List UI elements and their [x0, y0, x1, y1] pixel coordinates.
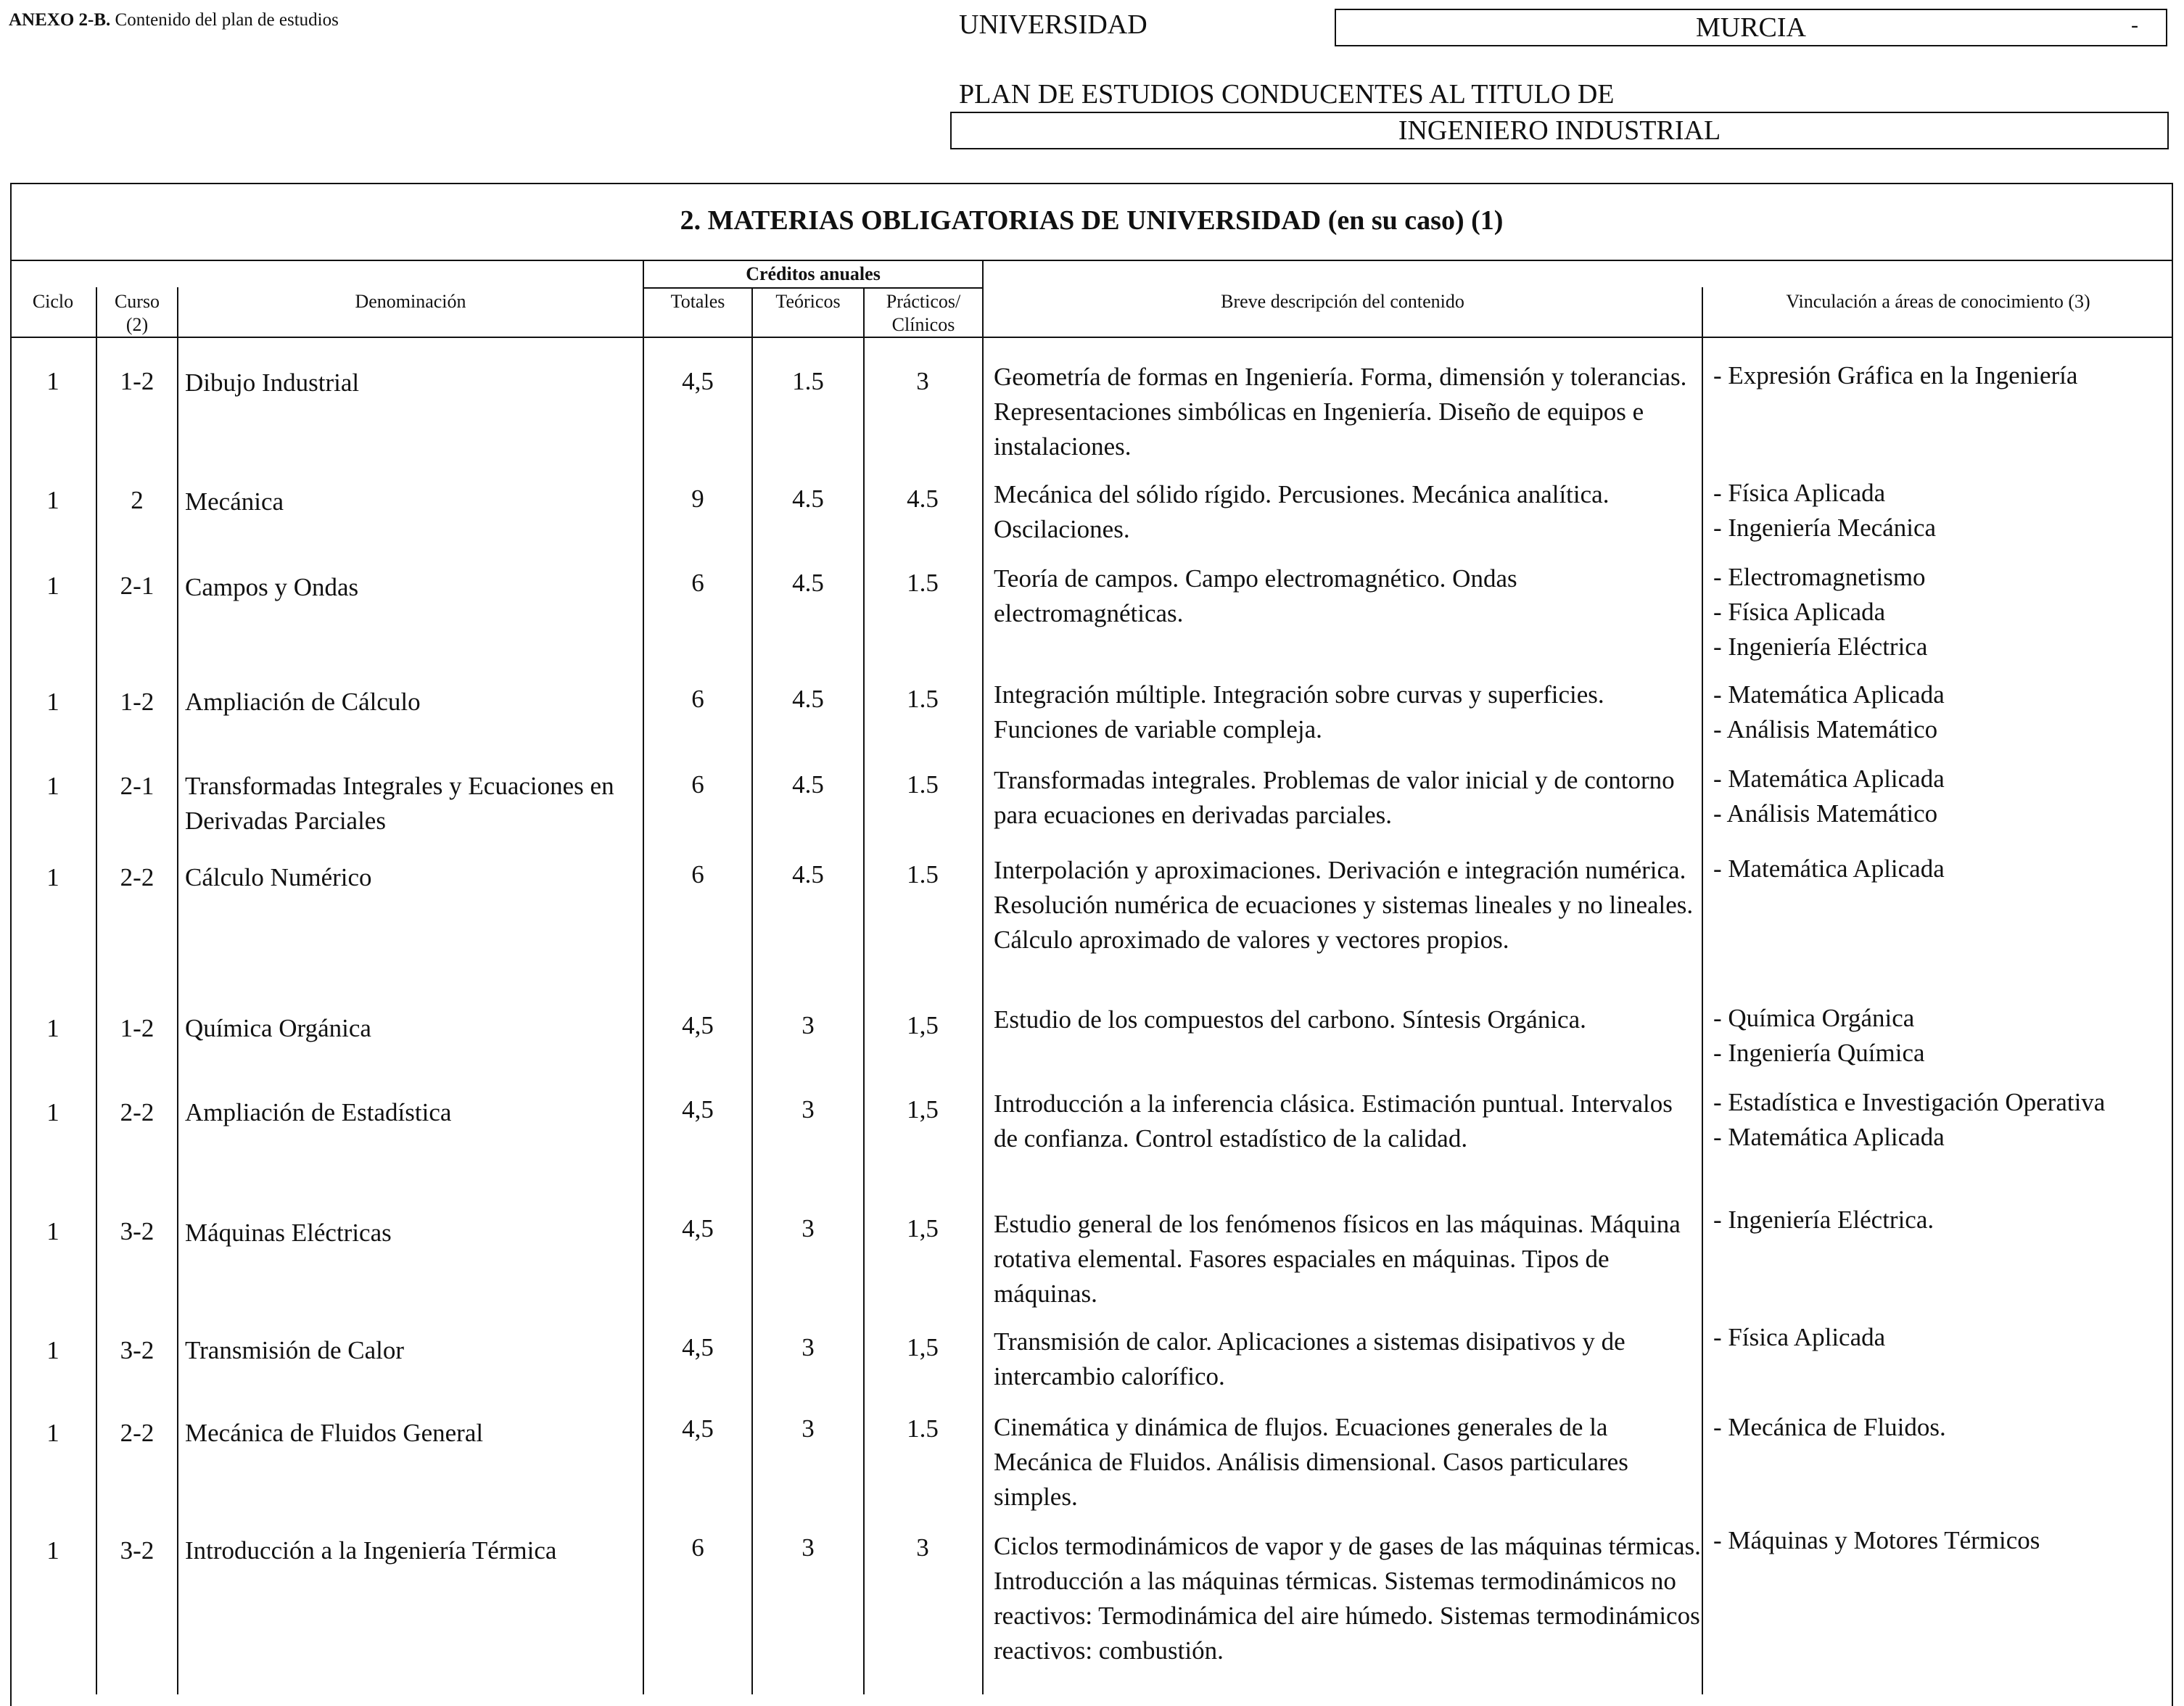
description-cell: Ciclos termodinámicos de vapor y de gases de las máquinas térmicas. Introducción a las máquinas térmicas. Sistemas termodinámicos no reactivos: Termodinámica del aire húmedo. Sistemas termodinámicos reactivos: combustión.	[994, 1532, 1701, 1665]
curso-cell: 2	[131, 486, 144, 514]
ciclo-cell: 1	[46, 572, 59, 600]
ciclo-cell: 1	[46, 1014, 59, 1042]
ciclo-cell: 1	[46, 772, 59, 800]
subject-name: Transformadas Integrales y Ecuaciones en Derivadas Parciales	[185, 772, 614, 835]
area-item: - Mecánica de Fluidos.	[1713, 1413, 1946, 1441]
ciclo-cell: 1	[46, 688, 59, 716]
ciclo-cell: 1	[46, 367, 59, 395]
teoricos-cell: 3	[802, 1011, 815, 1039]
areas-cell	[1713, 852, 2163, 886]
practicos-cell: 1,5	[907, 1214, 939, 1243]
description-cell: Interpolación y aproximaciones. Derivación e integración numérica. Resolución numérica de ecuaciones y sistemas lineales y no lineales. Cálculo aproximado de valores y vectores propios.	[994, 856, 1694, 954]
totales-cell: 4,5	[682, 1414, 714, 1443]
teoricos-header: Teóricos	[775, 291, 841, 312]
teoricos-cell: 3	[802, 1414, 815, 1443]
curso-cell: 3-2	[120, 1536, 154, 1565]
annex-label: ANEXO 2-B. Contenido del plan de estudios	[9, 10, 339, 30]
curso-header: Curso (2)	[114, 291, 160, 335]
area-item: - Física Aplicada	[1713, 598, 1886, 626]
teoricos-cell: 3	[802, 1095, 815, 1124]
curso-cell: 2-2	[120, 1098, 154, 1126]
credits-group-header: Créditos anuales	[746, 263, 881, 284]
areas-cell	[1713, 762, 2163, 831]
areas-cell	[1713, 677, 2163, 747]
totales-cell: 4,5	[682, 1333, 714, 1361]
teoricos-cell: 3	[802, 1214, 815, 1243]
ciclo-cell: 1	[46, 1536, 59, 1565]
areas-cell	[1713, 560, 2163, 664]
practicos-cell: 1.5	[907, 569, 939, 597]
col-divider-credits	[982, 260, 984, 1694]
description-cell: Mecánica del sólido rígido. Percusiones. Mecánica analítica. Oscilaciones.	[994, 480, 1610, 543]
area-item: - Análisis Matemático	[1713, 715, 1938, 743]
university-dash: -	[2131, 13, 2138, 37]
subject-name: Ampliación de Estadística	[185, 1098, 452, 1126]
description-cell: Introducción a la inferencia clásica. Estimación puntual. Intervalos de confianza. Control estadístico de la calidad.	[994, 1089, 1673, 1153]
totales-cell: 4,5	[682, 1011, 714, 1039]
area-item: - Física Aplicada	[1713, 1323, 1886, 1351]
curso-cell: 2-2	[120, 1419, 154, 1447]
ciclo-header: Ciclo	[32, 291, 74, 312]
practicos-cell: 4.5	[907, 485, 939, 513]
curso-cell: 2-1	[120, 772, 154, 800]
totales-cell: 6	[691, 1533, 704, 1562]
university-label: UNIVERSIDAD	[959, 9, 1147, 40]
curso-cell: 1-2	[120, 367, 154, 395]
totales-cell: 4,5	[682, 367, 714, 395]
description-cell: Estudio de los compuestos del carbono. Síntesis Orgánica.	[994, 1005, 1586, 1034]
subject-name: Química Orgánica	[185, 1014, 371, 1042]
practicos-cell: 3	[916, 1533, 929, 1562]
totales-cell: 4,5	[682, 1214, 714, 1243]
practicos-cell: 1.5	[907, 685, 939, 713]
area-item: - Física Aplicada	[1713, 479, 1886, 507]
practicos-cell: 1,5	[907, 1011, 939, 1039]
totales-cell: 9	[691, 485, 704, 513]
practicos-cell: 1.5	[907, 860, 939, 889]
practicos-cell: 1.5	[907, 1414, 939, 1443]
teoricos-cell: 4.5	[792, 860, 824, 889]
area-item: - Estadística e Investigación Operativa	[1713, 1088, 2106, 1116]
subject-name: Mecánica	[185, 487, 284, 516]
areas-cell	[1713, 1410, 2163, 1445]
curso-cell: 2-1	[120, 572, 154, 600]
section-title: 2. MATERIAS OBLIGATORIAS DE UNIVERSIDAD (en su caso) (1)	[680, 205, 1504, 236]
university-field	[1335, 9, 2167, 46]
curso-cell: 3-2	[120, 1217, 154, 1245]
areas-cell	[1713, 1001, 2163, 1071]
degree-field	[950, 112, 2169, 149]
totales-cell: 6	[691, 569, 704, 597]
header-divider	[10, 337, 2173, 338]
area-item: - Expresión Gráfica en la Ingeniería	[1713, 361, 2078, 390]
teoricos-cell: 4.5	[792, 685, 824, 713]
subject-name: Introducción a la Ingeniería Térmica	[185, 1536, 557, 1565]
description-cell: Geometría de formas en Ingeniería. Forma, dimensión y tolerancias. Representaciones simbólicas en Ingeniería. Diseño de equipos e instalaciones.	[994, 363, 1687, 461]
practicos-cell: 1,5	[907, 1333, 939, 1361]
totales-cell: 4,5	[682, 1095, 714, 1124]
description-cell: Estudio general de los fenómenos físicos en las máquinas. Máquina rotativa elemental. Fasores espaciales en máquinas. Tipos de máquinas.	[994, 1210, 1681, 1308]
vinculacion-header: Vinculación a áreas de conocimiento (3)	[1786, 291, 2090, 312]
area-item: - Matemática Aplicada	[1713, 854, 1945, 883]
description-cell: Transformadas integrales. Problemas de valor inicial y de contorno para ecuaciones en derivadas parciales.	[994, 766, 1675, 829]
area-item: - Ingeniería Química	[1713, 1039, 1925, 1067]
description-cell: Integración múltiple. Integración sobre curvas y superficies. Funciones de variable compleja.	[994, 680, 1604, 743]
practicos-cell: 1.5	[907, 770, 939, 799]
degree-value: INGENIERO INDUSTRIAL	[1398, 115, 1721, 146]
teoricos-cell: 3	[802, 1533, 815, 1562]
areas-cell	[1713, 358, 2163, 393]
totales-header: Totales	[670, 291, 725, 312]
area-item: - Matemática Aplicada	[1713, 680, 1945, 709]
teoricos-cell: 1.5	[792, 367, 824, 395]
subject-name: Máquinas Eléctricas	[185, 1219, 392, 1247]
totales-cell: 6	[691, 860, 704, 889]
areas-cell	[1713, 1523, 2163, 1558]
curso-cell: 1-2	[120, 1014, 154, 1042]
areas-cell	[1713, 1320, 2163, 1355]
description-cell: Teoría de campos. Campo electromagnético. Ondas electromagnéticas.	[994, 564, 1517, 627]
subject-name: Ampliación de Cálculo	[185, 688, 421, 716]
description-cell: Cinemática y dinámica de flujos. Ecuaciones generales de la Mecánica de Fluidos. Análisis dimensional. Casos particulares simples.	[994, 1413, 1628, 1511]
areas-cell	[1713, 1203, 2163, 1237]
practicos-cell: 1,5	[907, 1095, 939, 1124]
subject-name: Dibujo Industrial	[185, 368, 360, 397]
teoricos-cell: 4.5	[792, 569, 824, 597]
area-item: - Matemática Aplicada	[1713, 765, 1945, 793]
area-item: - Ingeniería Eléctrica	[1713, 632, 1928, 661]
credits-divider	[644, 287, 982, 289]
practicos-cell: 3	[916, 367, 929, 395]
areas-cell	[1713, 1085, 2163, 1155]
ciclo-cell: 1	[46, 863, 59, 891]
subject-name: Mecánica de Fluidos General	[185, 1419, 484, 1447]
subject-name: Campos y Ondas	[185, 573, 359, 601]
teoricos-cell: 4.5	[792, 485, 824, 513]
totales-cell: 6	[691, 685, 704, 713]
col-divider-curso	[177, 287, 178, 1694]
ciclo-cell: 1	[46, 1336, 59, 1364]
description-cell: Transmisión de calor. Aplicaciones a sistemas disipativos y de intercambio calorífico.	[994, 1327, 1625, 1390]
curso-cell: 1-2	[120, 688, 154, 716]
ciclo-cell: 1	[46, 486, 59, 514]
ciclo-cell: 1	[46, 1419, 59, 1447]
col-divider-name	[643, 260, 644, 1694]
area-item: - Ingeniería Mecánica	[1713, 514, 1937, 542]
area-item: - Ingeniería Eléctrica.	[1713, 1206, 1934, 1234]
area-item: - Máquinas y Motores Térmicos	[1713, 1526, 2040, 1554]
col-divider-desc	[1702, 287, 1703, 1694]
teoricos-cell: 3	[802, 1333, 815, 1361]
denominacion-header: Denominación	[355, 291, 466, 312]
curso-cell: 2-2	[120, 863, 154, 891]
university-value: MURCIA	[1695, 12, 1807, 43]
area-item: - Química Orgánica	[1713, 1004, 1915, 1032]
subject-name: Cálculo Numérico	[185, 863, 372, 891]
areas-cell	[1713, 476, 2163, 545]
plan-label: PLAN DE ESTUDIOS CONDUCENTES AL TITULO DE	[959, 79, 1615, 110]
subject-name: Transmisión de Calor	[185, 1336, 405, 1364]
area-item: - Análisis Matemático	[1713, 799, 1938, 828]
curso-cell: 3-2	[120, 1336, 154, 1364]
totales-cell: 6	[691, 770, 704, 799]
descripcion-header: Breve descripción del contenido	[1221, 291, 1464, 312]
practicos-header: Prácticos/ Clínicos	[886, 291, 961, 335]
area-item: - Matemática Aplicada	[1713, 1123, 1945, 1151]
title-divider	[10, 260, 2173, 261]
teoricos-cell: 4.5	[792, 770, 824, 799]
ciclo-cell: 1	[46, 1217, 59, 1245]
area-item: - Electromagnetismo	[1713, 563, 1926, 591]
ciclo-cell: 1	[46, 1098, 59, 1126]
